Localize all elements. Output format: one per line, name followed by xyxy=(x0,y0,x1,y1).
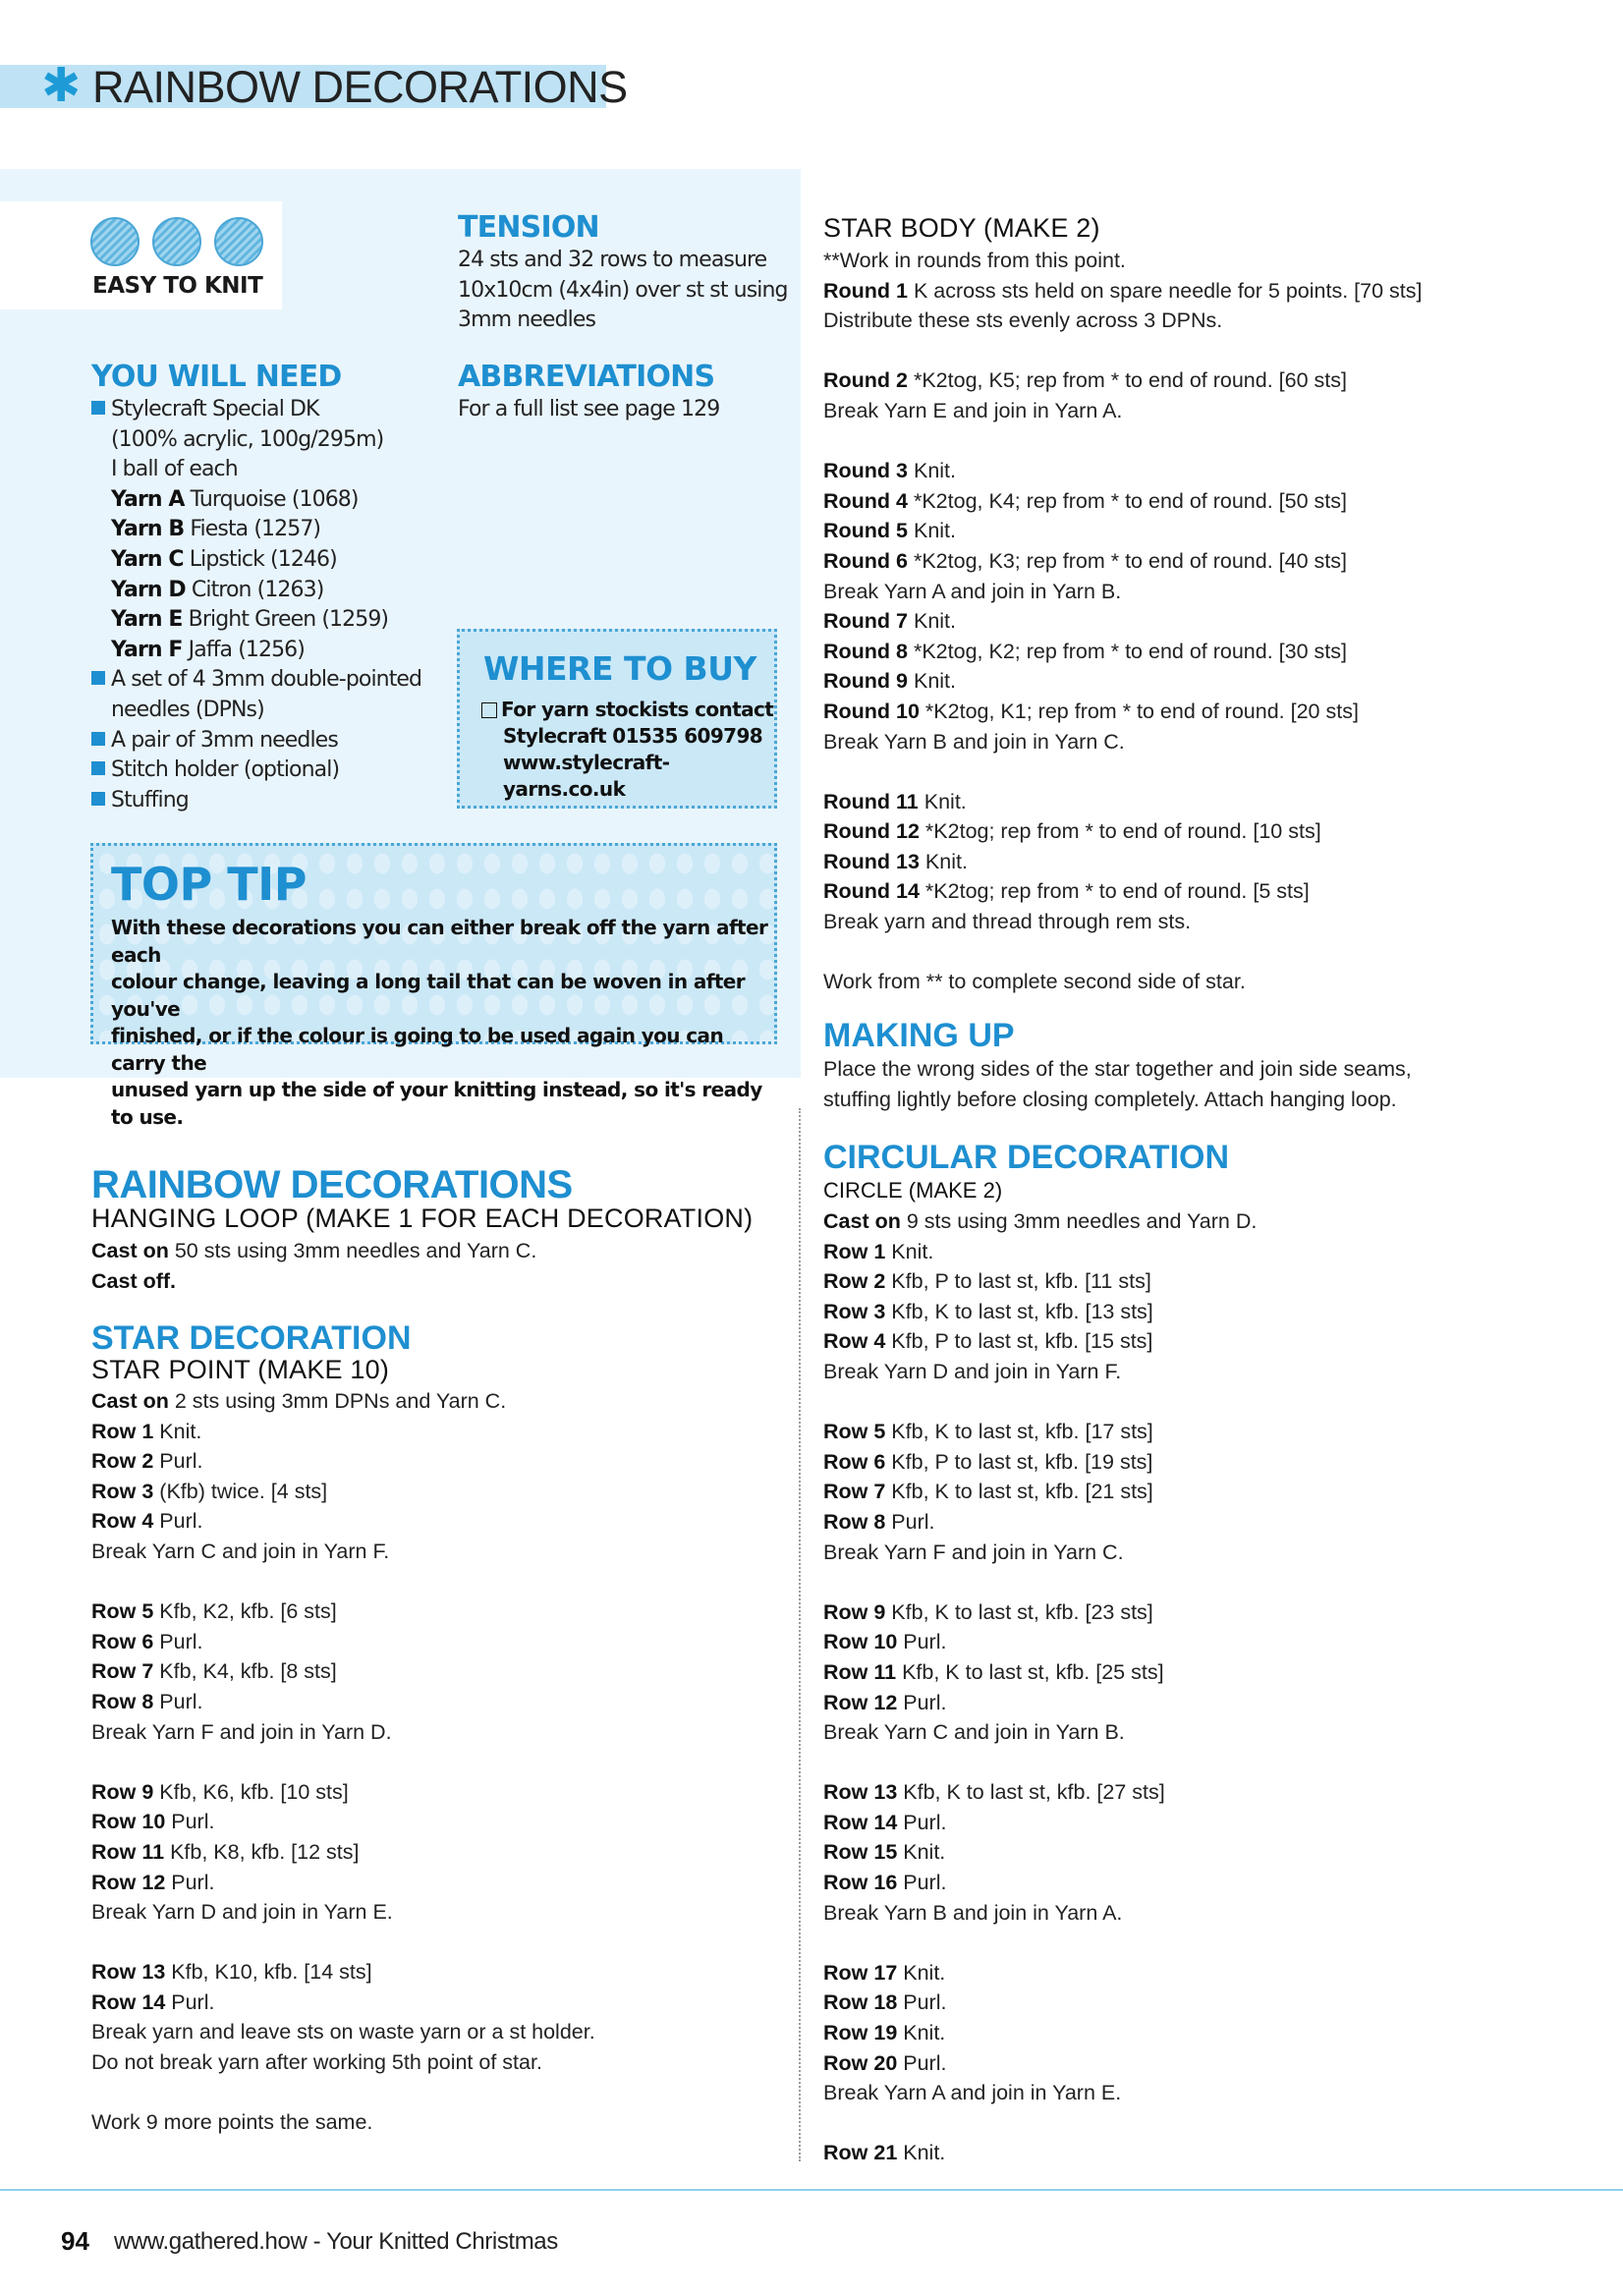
instruction-line: Break Yarn C and join in Yarn B. xyxy=(823,1720,1125,1745)
making-up-heading: MAKING UP xyxy=(823,1017,1015,1054)
instruction-line: Row 3 Kfb, K to last st, kfb. [13 sts] xyxy=(823,1299,1153,1323)
where-to-buy-text: For yarn stockists contact Stylecraft 01535 609798 www.stylecraft-yarns.co.uk xyxy=(481,697,774,803)
tension-line: 10x10cm (4x4in) over st st using xyxy=(458,277,788,303)
instruction-line: Round 12 *K2tog; rep from * to end of round. [10 sts] xyxy=(823,819,1321,844)
instruction-line: Row 6 Kfb, P to last st, kfb. [19 sts] xyxy=(823,1449,1153,1474)
instruction-line: Row 19 Knit. xyxy=(823,2021,946,2045)
requirement-line: I ball of each xyxy=(111,457,238,482)
footer-text: www.gathered.how - Your Knitted Christmas xyxy=(114,2228,558,2255)
instruction-line: Row 14 Purl. xyxy=(91,1989,215,2014)
instruction-line: Break Yarn D and join in Yarn F. xyxy=(823,1359,1122,1383)
instruction-line xyxy=(823,2108,1257,2139)
circle-instructions xyxy=(823,1206,1257,2168)
instruction-line: Break Yarn B and join in Yarn C. xyxy=(823,729,1125,754)
instruction-line: Break yarn and leave sts on waste yarn or a st holder. xyxy=(91,2020,595,2044)
instruction-line xyxy=(823,756,1422,787)
difficulty-label: EASY TO KNIT xyxy=(92,273,263,299)
square-bullet-icon xyxy=(91,671,105,685)
where-to-buy-box xyxy=(457,629,777,809)
instruction-line: Row 13 Kfb, K to last st, kfb. [27 sts] xyxy=(823,1780,1165,1805)
instruction-line xyxy=(91,1567,595,1597)
instruction-line: Row 5 Kfb, K to last st, kfb. [17 sts] xyxy=(823,1420,1153,1444)
instruction-line: Break Yarn B and join in Yarn A. xyxy=(823,1900,1123,1925)
instruction-line: Row 2 Purl. xyxy=(91,1449,203,1474)
instruction-line: Row 13 Kfb, K10, kfb. [14 sts] xyxy=(91,1960,372,1985)
instruction-line xyxy=(823,1928,1257,1958)
instruction-line: Row 15 Knit. xyxy=(823,1840,946,1865)
instruction-line: Row 11 Kfb, K8, kfb. [12 sts] xyxy=(91,1839,360,1864)
instruction-line: Row 11 Kfb, K to last st, kfb. [25 sts] xyxy=(823,1659,1164,1684)
hanging-loop-instructions xyxy=(91,1236,536,1296)
instruction-line: Round 6 *K2tog, K3; rep from * to end of round. [40 sts] xyxy=(823,548,1347,573)
requirement-line: Yarn C Lipstick (1246) xyxy=(111,546,337,572)
page-number: 94 xyxy=(61,2226,89,2256)
instruction-line: Do not break yarn after working 5th point of star. xyxy=(91,2050,542,2075)
square-bullet-icon xyxy=(91,792,105,806)
instruction-line: Round 13 Knit. xyxy=(823,849,968,873)
requirement-line: A pair of 3mm needles xyxy=(91,726,435,756)
abbreviations-text: For a full list see page 129 xyxy=(458,397,720,421)
pattern-title: RAINBOW DECORATIONS xyxy=(91,1163,573,1206)
page-title: RAINBOW DECORATIONS xyxy=(92,62,628,112)
footer-rule xyxy=(0,2189,1623,2191)
instruction-line: Row 17 Knit. xyxy=(823,1960,946,1985)
you-will-need-list xyxy=(91,395,435,815)
hanging-loop-heading: HANGING LOOP (MAKE 1 FOR EACH DECORATION) xyxy=(91,1204,754,1233)
instruction-line xyxy=(823,937,1422,968)
instruction-line: Row 8 Purl. xyxy=(823,1509,935,1534)
instruction-line: Round 14 *K2tog; rep from * to end of round. [5 sts] xyxy=(823,879,1310,904)
instruction-line: Round 2 *K2tog, K5; rep from * to end of round. [60 sts] xyxy=(823,368,1347,393)
instruction-line: Place the wrong sides of the star together and join side seams, xyxy=(823,1057,1412,1081)
tension-line: 3mm needles xyxy=(458,308,596,333)
instruction-line xyxy=(823,1387,1257,1418)
instruction-line: Round 7 Knit. xyxy=(823,609,956,634)
requirement-line: Yarn E Bright Green (1259) xyxy=(111,607,389,633)
instruction-line xyxy=(823,336,1422,366)
instruction-line: Round 5 Knit. xyxy=(823,519,956,543)
instruction-line: Row 9 Kfb, K6, kfb. [10 sts] xyxy=(91,1779,349,1804)
tension-heading: TENSION xyxy=(458,210,599,245)
making-up-instructions xyxy=(823,1054,1412,1114)
instruction-line: Row 1 Knit. xyxy=(823,1239,934,1263)
requirement-line: needles (DPNs) xyxy=(111,697,264,722)
instruction-line: stuffing lightly before closing completely. Attach hanging loop. xyxy=(823,1087,1397,1111)
asterisk-icon: ✱ xyxy=(41,58,82,113)
instruction-line: Work from ** to complete second side of star. xyxy=(823,970,1246,994)
instruction-line: Cast on 50 sts using 3mm needles and Yarn C. xyxy=(91,1239,537,1262)
instruction-line: Row 7 Kfb, K to last st, kfb. [21 sts] xyxy=(823,1480,1153,1504)
instruction-line: Round 9 Knit. xyxy=(823,669,956,694)
instruction-line xyxy=(91,1928,595,1958)
instruction-line: Break Yarn F and join in Yarn D. xyxy=(91,1719,392,1744)
yarn-ball-icon xyxy=(90,217,140,266)
instruction-line: Break yarn and thread through rem sts. xyxy=(823,910,1192,934)
instruction-line xyxy=(823,426,1422,457)
checkbox-icon xyxy=(481,702,497,718)
instruction-line xyxy=(91,2078,595,2108)
instruction-line: Row 9 Kfb, K to last st, kfb. [23 sts] xyxy=(823,1599,1153,1624)
star-point-heading: STAR POINT (MAKE 10) xyxy=(91,1355,390,1384)
instruction-line: Row 18 Purl. xyxy=(823,1990,947,2015)
square-bullet-icon xyxy=(91,401,105,415)
requirement-line: Stuffing xyxy=(91,786,435,816)
square-bullet-icon xyxy=(91,761,105,775)
requirement-line: Yarn D Citron (1263) xyxy=(111,577,324,602)
instruction-line: Break Yarn A and join in Yarn B. xyxy=(823,579,1122,603)
square-bullet-icon xyxy=(91,732,105,746)
instruction-line: Round 1 K across sts held on spare needle for 5 points. [70 sts] xyxy=(823,278,1423,303)
instruction-line: Row 4 Kfb, P to last st, kfb. [15 sts] xyxy=(823,1329,1153,1354)
instruction-line: Round 10 *K2tog, K1; rep from * to end of round. [20 sts] xyxy=(823,699,1359,723)
instruction-line: Row 14 Purl. xyxy=(823,1810,947,1834)
requirement-line: Stitch holder (optional) xyxy=(91,756,435,786)
instruction-line: Round 3 Knit. xyxy=(823,459,956,483)
instruction-line: Round 4 *K2tog, K4; rep from * to end of round. [50 sts] xyxy=(823,488,1347,513)
tension-text xyxy=(458,246,792,336)
instruction-line: Row 5 Kfb, K2, kfb. [6 sts] xyxy=(91,1599,337,1624)
instruction-line: Row 2 Kfb, P to last st, kfb. [11 sts] xyxy=(823,1269,1151,1294)
instruction-line: Row 8 Purl. xyxy=(91,1689,203,1713)
column-divider xyxy=(799,1108,801,2161)
instruction-line: Row 3 (Kfb) twice. [4 sts] xyxy=(91,1479,328,1503)
yarn-ball-icon xyxy=(214,217,263,266)
you-will-need-heading: YOU WILL NEED xyxy=(91,360,342,394)
instruction-line: Break Yarn C and join in Yarn F. xyxy=(91,1539,390,1563)
circular-decoration-heading: CIRCULAR DECORATION xyxy=(823,1139,1230,1176)
instruction-line: Row 10 Purl. xyxy=(823,1630,947,1654)
yarn-ball-icon xyxy=(152,217,201,266)
instruction-line: Round 11 Knit. xyxy=(823,789,967,813)
instruction-line: Row 7 Kfb, K4, kfb. [8 sts] xyxy=(91,1659,337,1684)
requirement-line: A set of 4 3mm double-pointed xyxy=(91,665,435,696)
instruction-line: Row 16 Purl. xyxy=(823,1871,947,1895)
top-tip-box xyxy=(90,843,777,1129)
instruction-line xyxy=(823,1567,1257,1597)
circle-heading: CIRCLE (MAKE 2) xyxy=(823,1178,1003,1203)
abbreviations-heading: ABBREVIATIONS xyxy=(458,360,715,394)
star-body-instructions xyxy=(823,246,1422,997)
requirement-line: Yarn B Fiesta (1257) xyxy=(111,517,321,542)
instruction-line: Distribute these sts evenly across 3 DPNs. xyxy=(823,308,1223,333)
instruction-line: Row 6 Purl. xyxy=(91,1629,203,1653)
instruction-line: Break Yarn A and join in Yarn E. xyxy=(823,2081,1122,2105)
instruction-line xyxy=(823,1748,1257,1778)
requirement-line: Yarn F Jaffa (1256) xyxy=(111,637,305,662)
star-decoration-heading: STAR DECORATION xyxy=(91,1319,412,1357)
instruction-line: Work 9 more points the same. xyxy=(91,2110,373,2135)
instruction-line: Row 20 Purl. xyxy=(823,2050,947,2075)
requirement-line: Yarn A Turquoise (1068) xyxy=(111,486,359,512)
top-tip-text: With these decorations you can either break off the yarn after each colour change, leaving a long tail that can be woven in after you've finished, or if the colour is going to be used again you can carry the unused yarn up the side of your knitting instead, so it's ready to use. xyxy=(111,916,768,1129)
instruction-line: Break Yarn F and join in Yarn C. xyxy=(823,1540,1124,1564)
instruction-line: Cast off. xyxy=(91,1268,176,1293)
where-to-buy-heading: WHERE TO BUY xyxy=(483,649,756,688)
star-point-instructions xyxy=(91,1386,595,2138)
star-body-heading: STAR BODY (MAKE 2) xyxy=(823,213,1100,243)
instruction-line: Break Yarn E and join in Yarn A. xyxy=(823,398,1123,422)
instruction-line: Break Yarn D and join in Yarn E. xyxy=(91,1900,393,1925)
instruction-line: Cast on 2 sts using 3mm DPNs and Yarn C. xyxy=(91,1389,507,1413)
instruction-line xyxy=(91,1747,595,1777)
requirement-line: Stylecraft Special DK xyxy=(91,395,435,425)
instruction-line: Row 4 Purl. xyxy=(91,1509,203,1534)
top-tip-heading: TOP TIP xyxy=(111,858,307,911)
instruction-line: Round 8 *K2tog, K2; rep from * to end of round. [30 sts] xyxy=(823,639,1347,663)
requirement-line: (100% acrylic, 100g/295m) xyxy=(111,426,384,452)
instruction-line: **Work in rounds from this point. xyxy=(823,249,1126,272)
instruction-line: Row 12 Purl. xyxy=(823,1690,947,1714)
instruction-line: Row 21 Knit. xyxy=(823,2141,946,2165)
instruction-line: Row 12 Purl. xyxy=(91,1870,215,1894)
instruction-line: Row 10 Purl. xyxy=(91,1810,215,1834)
instruction-line: Row 1 Knit. xyxy=(91,1419,202,1443)
instruction-line: Cast on 9 sts using 3mm needles and Yarn D. xyxy=(823,1209,1258,1233)
tension-line: 24 sts and 32 rows to measure xyxy=(458,248,767,272)
